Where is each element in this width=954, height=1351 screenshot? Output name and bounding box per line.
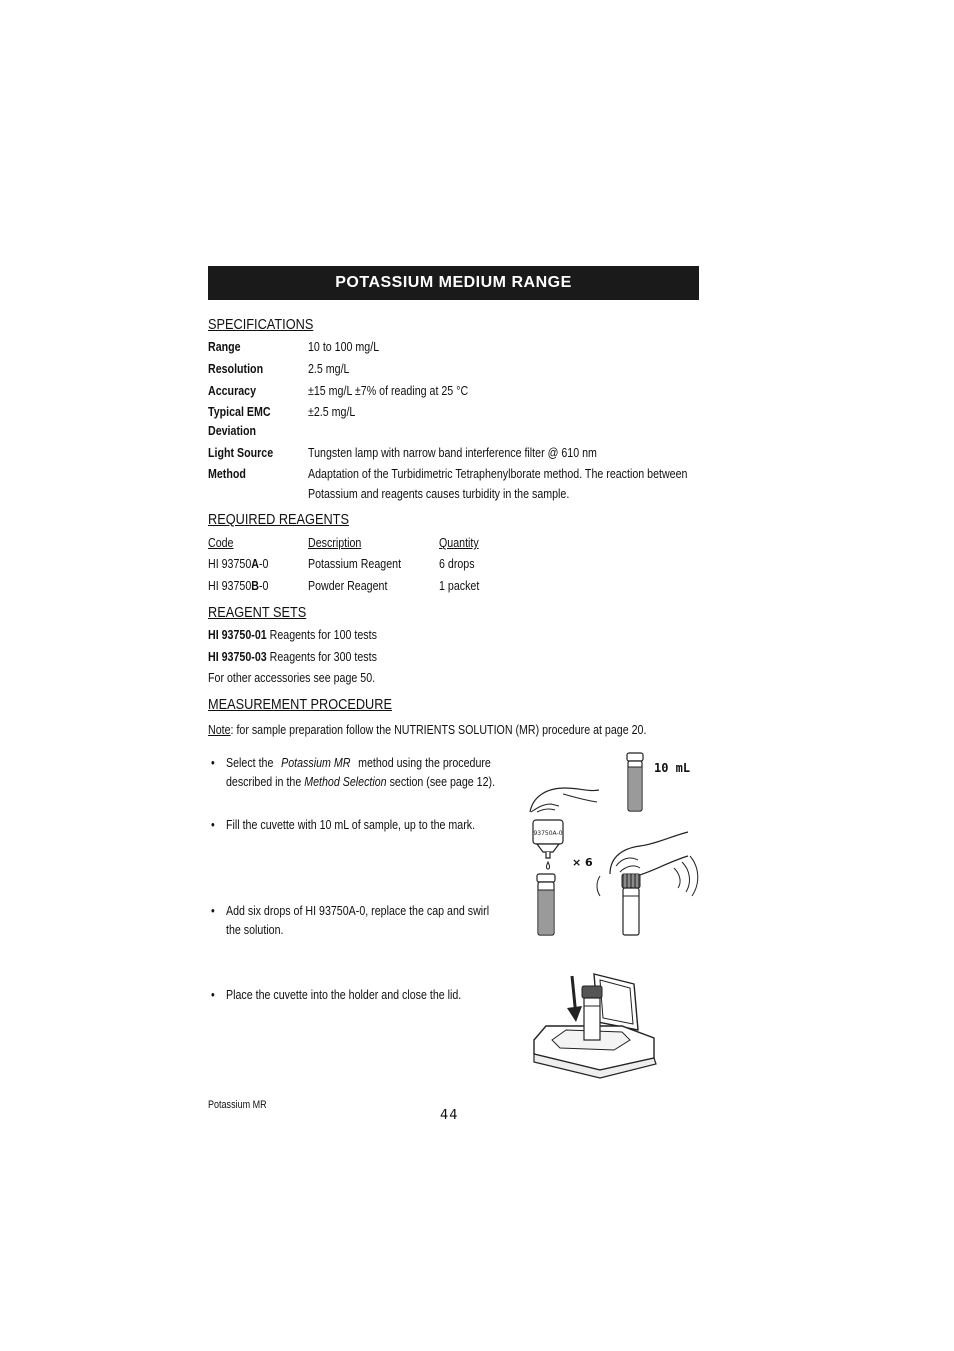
spec-label-light-source: Light Source bbox=[208, 445, 274, 460]
step-4-text: Place the cuvette into the holder and close the lid. bbox=[226, 987, 462, 1002]
spec-label-method: Method bbox=[208, 466, 246, 481]
page-title: POTASSIUM MEDIUM RANGE bbox=[335, 274, 572, 291]
measurement-heading: MEASUREMENT PROCEDURE bbox=[208, 696, 392, 713]
reagent-description-b: Powder Reagent bbox=[308, 578, 388, 593]
spec-value-range: 10 to 100 mg/L bbox=[308, 339, 380, 354]
spec-value-resolution: 2.5 mg/L bbox=[308, 361, 350, 376]
reagent-code-b: HI 93750B-0 bbox=[208, 578, 269, 593]
page-number: 44 bbox=[440, 1108, 459, 1123]
step-1-line1: Select the Potassium MR method using the procedure bbox=[226, 755, 491, 770]
specifications-heading: SPECIFICATIONS bbox=[208, 316, 314, 333]
spec-value-method: Adaptation of the Turbidimetric Tetraphenylborate method. The reaction between bbox=[308, 466, 688, 481]
spec-value-emc: ±2.5 mg/L bbox=[308, 404, 356, 419]
step-1-line2: described in the Method Selection section (see page 12). bbox=[226, 774, 496, 789]
reagent-sets-heading: REAGENT SETS bbox=[208, 604, 307, 621]
bullet-4: • bbox=[211, 987, 215, 1002]
bullet-1: • bbox=[211, 755, 215, 770]
footer-label: Potassium MR bbox=[208, 1099, 267, 1111]
col-header-code: Code bbox=[208, 535, 234, 550]
reagent-quantity-a: 6 drops bbox=[439, 556, 475, 571]
drops-count-label: × 6 bbox=[572, 856, 593, 869]
reagent-description-a: Potassium Reagent bbox=[308, 556, 402, 571]
meter-insertion-illustration bbox=[526, 966, 661, 1084]
reagent-code-a: HI 93750A-0 bbox=[208, 556, 269, 571]
reagent-quantity-b: 1 packet bbox=[439, 578, 480, 593]
reagent-set-100: HI 93750-01 Reagents for 100 tests bbox=[208, 627, 377, 642]
spec-value-light-source: Tungsten lamp with narrow band interference filter @ 610 nm bbox=[308, 445, 597, 460]
spec-label-resolution: Resolution bbox=[208, 361, 264, 376]
cuvette-10ml-illustration bbox=[620, 752, 650, 814]
spec-label-emc: Typical EMC bbox=[208, 404, 271, 419]
step-2-text: Fill the cuvette with 10 mL of sample, up to the mark. bbox=[226, 817, 476, 832]
col-header-quantity: Quantity bbox=[439, 535, 479, 550]
procedure-note: Note: for sample preparation follow the NUTRIENTS SOLUTION (MR) procedure at page 20. bbox=[208, 722, 647, 737]
spec-label-emc-deviation: Deviation bbox=[208, 423, 256, 438]
step-3-line1: Add six drops of HI 93750A-0, replace the cap and swirl bbox=[226, 903, 490, 918]
bullet-3: • bbox=[211, 903, 215, 918]
required-reagents-heading: REQUIRED REAGENTS bbox=[208, 511, 349, 528]
bottle-label: 93750A-0 bbox=[533, 830, 563, 837]
accessories-note: For other accessories see page 50. bbox=[208, 670, 376, 685]
spec-value-method-line2: Potassium and reagents causes turbidity in the sample. bbox=[308, 486, 570, 501]
reagent-set-300: HI 93750-03 Reagents for 300 tests bbox=[208, 649, 377, 664]
title-bar bbox=[208, 266, 699, 300]
spec-label-accuracy: Accuracy bbox=[208, 383, 257, 398]
volume-label: 10 mL bbox=[654, 761, 691, 775]
col-header-description: Description bbox=[308, 535, 362, 550]
swirl-illustration bbox=[596, 826, 702, 938]
spec-value-accuracy: ±15 mg/L ±7% of reading at 25 °C bbox=[308, 383, 469, 398]
step-3-line2: the solution. bbox=[226, 922, 284, 937]
cuvette-open-illustration bbox=[532, 872, 560, 938]
spec-label-range: Range bbox=[208, 339, 241, 354]
bullet-2: • bbox=[211, 817, 215, 832]
